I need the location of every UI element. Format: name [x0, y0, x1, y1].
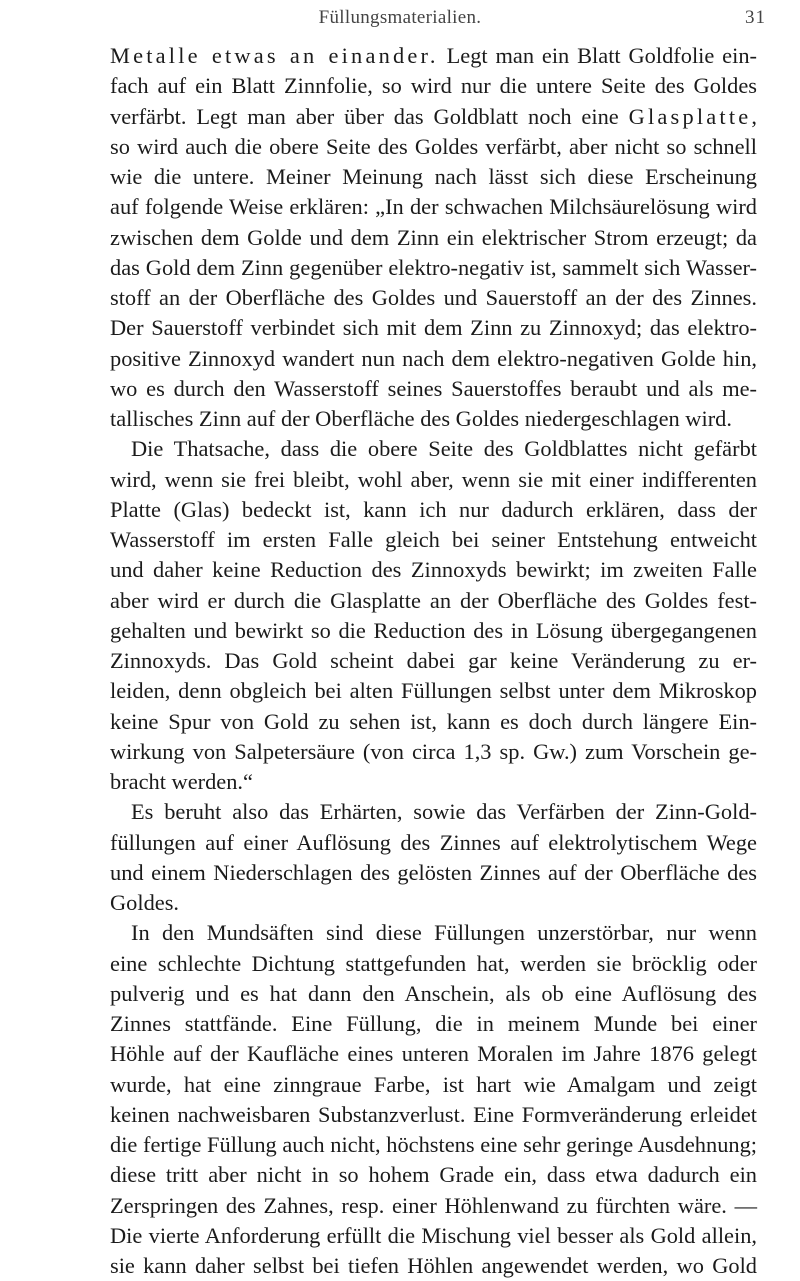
line-text: Es beruht also das Erhärten, sowie das Verfärben der Zinn-Gold- — [131, 799, 757, 825]
line-text: das Gold dem Zinn gegenüber elektro-negativ ist, sammelt sich Wasser- — [110, 254, 757, 280]
line-text: leiden, denn obgleich bei alten Füllungen selbst unter dem Mikroskop — [110, 678, 757, 704]
text-line — [110, 71, 757, 101]
text-line — [110, 1009, 757, 1039]
text-line — [110, 676, 757, 706]
text-line — [131, 918, 757, 948]
line-text: wo es durch den Wasserstoff seines Sauerstoffes beraubt und als me- — [110, 375, 757, 401]
line-text: verfärbt. Legt man aber über das Goldblatt noch eine — [110, 103, 629, 129]
text-line — [110, 1251, 757, 1281]
line-text: wird, wenn sie frei bleibt, wohl aber, wenn sie mit einer indifferenten — [110, 466, 757, 492]
line-text: fach auf ein Blatt Zinnfolie, so wird nur die untere Seite des Goldes — [110, 73, 757, 99]
line-text: zwischen dem Golde und dem Zinn ein elektrischer Strom erzeugt; da — [110, 224, 757, 250]
text-line — [110, 1070, 757, 1100]
line-text: füllungen auf einer Auflösung des Zinnes auf elektrolytischem Wege — [110, 829, 757, 855]
line-text: Zinnoxyds. Das Gold scheint dabei gar keine Veränderung zu er- — [110, 648, 757, 673]
text-line — [110, 737, 757, 767]
text-line — [110, 1221, 757, 1251]
running-title: Füllungsmaterialien. — [318, 7, 482, 28]
line-text: diese tritt aber nicht in so hohem Grade ein, dass etwa dadurch ein — [110, 1162, 757, 1188]
text-line — [110, 465, 757, 495]
text-line — [110, 223, 757, 253]
text-line — [110, 102, 757, 132]
line-text: gehalten und bewirkt so die Reduction des in Lösung übergegangenen — [110, 617, 757, 643]
line-text: wirkung von Salpetersäure (von circa 1,3 sp. Gw.) zum Vorschein ge- — [110, 738, 757, 764]
line-text: aber wird er durch die Glasplatte an der Oberfläche des Goldes fest- — [110, 587, 757, 613]
line-text: tallisches Zinn auf der Oberfläche des Goldes niedergeschlagen wird. — [110, 406, 732, 431]
line-text: Wasserstoff im ersten Falle gleich bei seiner Entstehung entweicht — [110, 527, 757, 552]
line-text: so wird auch die obere Seite des Goldes verfärbt, aber nicht so schnell — [110, 133, 757, 159]
text-line — [110, 1130, 757, 1160]
text-line — [110, 404, 757, 434]
page-number: 31 — [745, 7, 766, 28]
text-line — [110, 1039, 757, 1069]
text-line — [110, 767, 757, 797]
text-line — [110, 707, 757, 737]
line-text: Platte (Glas) bedeckt ist, kann ich nur dadurch erklären, dass der — [110, 496, 757, 522]
emphasized-text: Glasplatte — [628, 103, 752, 129]
text-line — [110, 525, 757, 555]
line-text: eine schlechte Dichtung stattgefunden hat, werden sie bröcklig oder — [110, 950, 757, 976]
text-line — [110, 858, 757, 888]
text-line — [131, 434, 757, 464]
text-line — [110, 949, 757, 979]
text-line — [110, 1191, 757, 1221]
line-text: wie die untere. Meiner Meinung nach lässt sich diese Erscheinung — [110, 164, 757, 189]
line-text: Zerspringen des Zahnes, resp. einer Höhlenwand zu fürchten wäre. — — [110, 1192, 757, 1218]
line-text: und einem Niederschlagen des gelösten Zinnes auf der Oberfläche des — [110, 859, 757, 885]
line-text: pulverig und es hat dann den Anschein, als ob eine Auflösung des — [110, 980, 757, 1006]
text-line — [110, 374, 757, 404]
line-text: und daher keine Reduction des Zinnoxyds bewirkt; im zweiten Falle — [110, 557, 757, 583]
line-text: wurde, hat eine zinngraue Farbe, ist hart wie Amalgam und zeigt — [110, 1071, 757, 1097]
line-text: Höhle auf der Kaufläche eines unteren Moralen im Jahre 1876 gelegt — [110, 1041, 757, 1067]
text-line — [110, 1100, 757, 1130]
text-line — [131, 797, 757, 827]
line-text: , — [751, 103, 757, 129]
line-text: Goldes. — [110, 890, 180, 915]
text-line — [110, 41, 757, 71]
line-text: positive Zinnoxyd wandert nun nach dem elektro-negativen Golde hin, — [110, 345, 757, 371]
line-text: Legt man ein Blatt Goldfolie ein- — [438, 43, 757, 68]
text-line — [110, 1160, 757, 1190]
line-text: Zinnes stattfände. Eine Füllung, die in meinem Munde bei einer — [110, 1011, 757, 1036]
text-line — [110, 979, 757, 1009]
text-line — [110, 828, 757, 858]
text-line — [110, 132, 757, 162]
text-line — [110, 555, 757, 585]
line-text: sie kann daher selbst bei tiefen Höhlen angewendet werden, wo Gold — [110, 1253, 757, 1278]
line-text: die fertige Füllung auch nicht, höchstens eine sehr geringe Ausdehnung; — [110, 1132, 757, 1157]
text-line — [110, 283, 757, 313]
text-line — [110, 646, 757, 676]
running-header — [0, 7, 800, 33]
line-text: Die vierte Anforderung erfüllt die Mischung viel besser als Gold allein, — [110, 1222, 757, 1248]
text-line — [110, 495, 757, 525]
text-line — [110, 313, 757, 343]
line-text: In den Mundsäften sind diese Füllungen unzerstörbar, nur wenn — [131, 920, 757, 946]
text-line — [110, 192, 757, 222]
line-text: keinen nachweisbaren Substanzverlust. Eine Formveränderung erleidet — [110, 1101, 757, 1127]
line-text: stoff an der Oberfläche des Goldes und Sauerstoff an der des Zinnes. — [110, 285, 757, 310]
text-line — [110, 586, 757, 616]
line-text: keine Spur von Gold zu sehen ist, kann es doch durch längere Ein- — [110, 708, 757, 734]
line-text: Der Sauerstoff verbindet sich mit dem Zinn zu Zinnoxyd; das elektro- — [110, 315, 757, 341]
text-line — [110, 616, 757, 646]
line-text: auf folgende Weise erklären: „In der schwachen Milchsäurelösung wird — [110, 194, 757, 220]
text-line — [110, 888, 757, 918]
text-line — [110, 253, 757, 283]
text-line — [110, 344, 757, 374]
text-line — [110, 162, 757, 192]
emphasized-text: Metalle etwas an einander. — [110, 43, 439, 68]
line-text: Die Thatsache, dass die obere Seite des Goldblattes nicht gefärbt — [131, 436, 757, 462]
line-text: bracht werden.“ — [110, 769, 253, 794]
